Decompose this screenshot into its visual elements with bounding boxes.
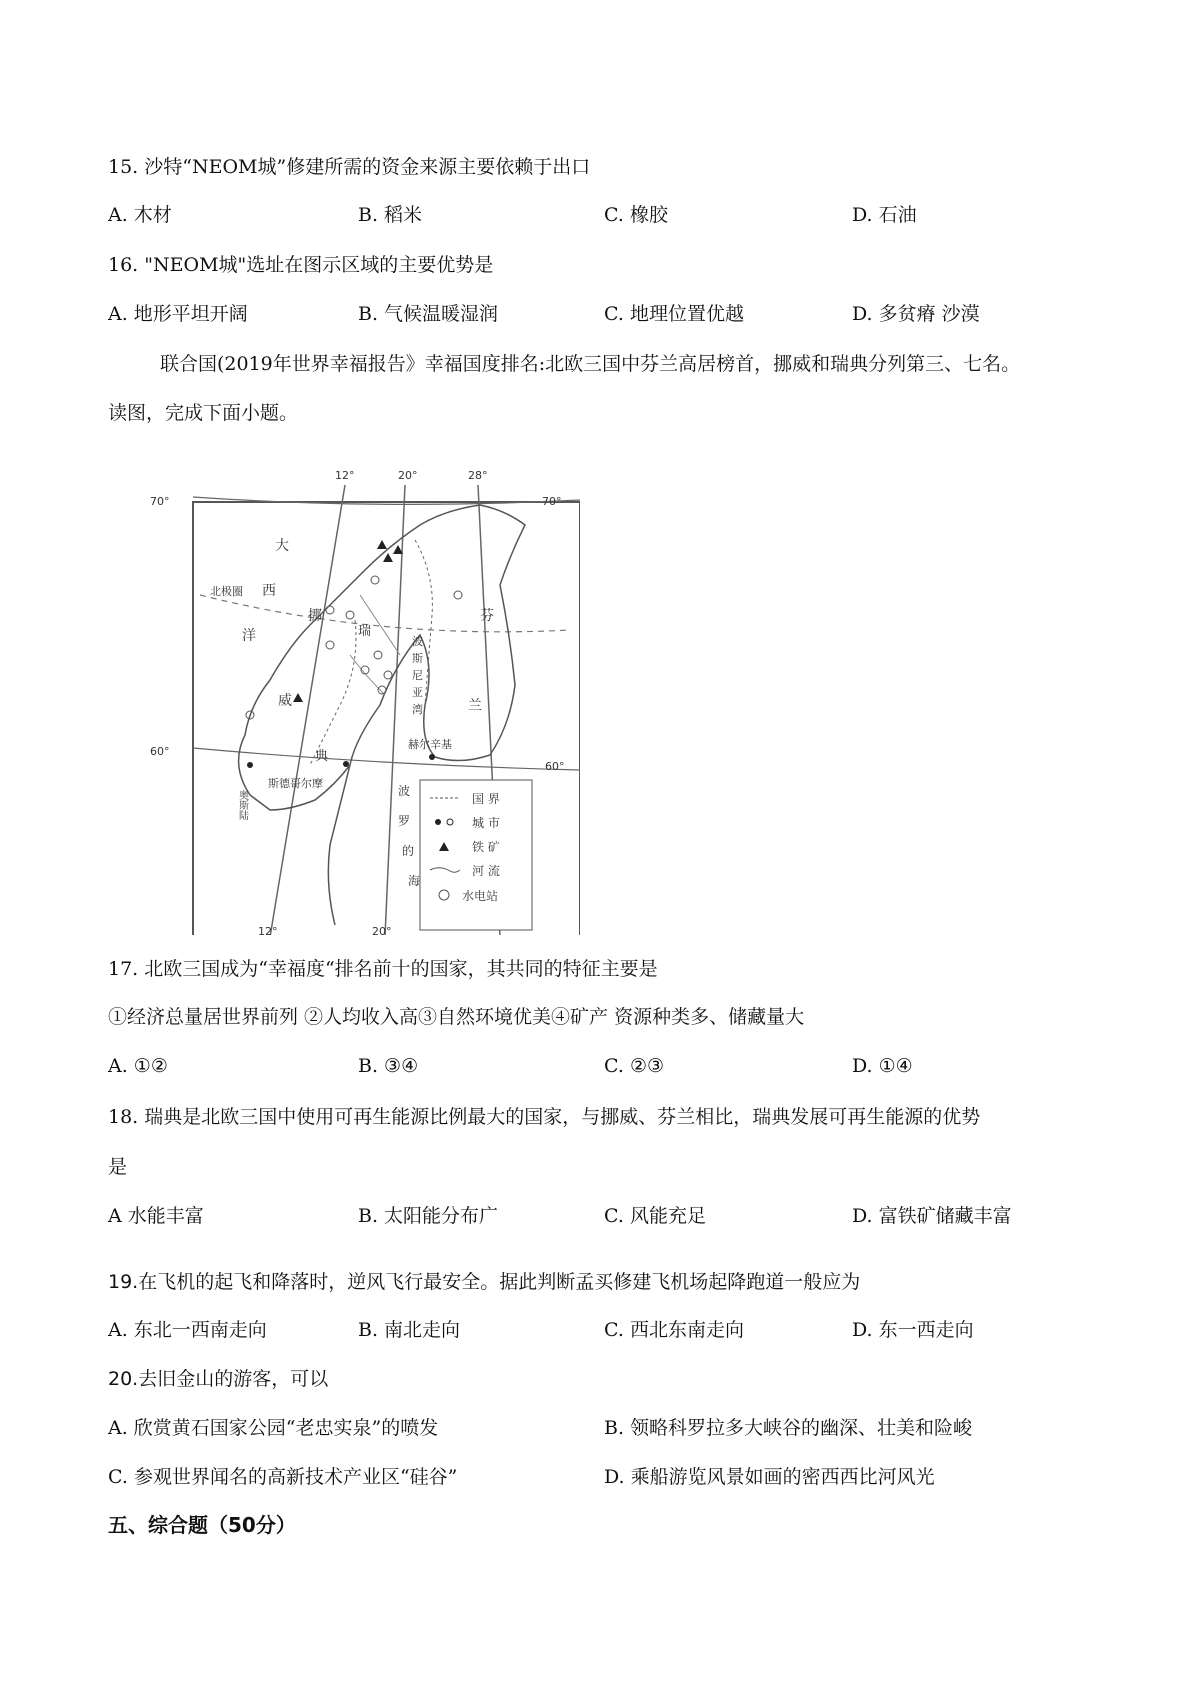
q20-option-c: C. 参观世界闻名的高新技术产业区“硅谷” bbox=[108, 1466, 458, 1488]
hydro-station-icon bbox=[374, 651, 382, 659]
q16-option-c: C. 地理位置优越 bbox=[604, 303, 744, 325]
country-char-2: 威 bbox=[278, 693, 292, 709]
q15-option-d: D. 石油 bbox=[852, 204, 917, 226]
nordic-map bbox=[150, 465, 580, 935]
hydro-station-icon bbox=[371, 576, 379, 584]
ocean-char-3: 洋 bbox=[242, 628, 256, 644]
passage-line-1: 联合国(2019年世界幸福报告》幸福国度排名:北欧三国中芬兰高居榜首，挪威和瑞典分列第三、七名。 bbox=[160, 353, 1021, 375]
lon-label-20-bottom: 20° bbox=[372, 925, 392, 935]
iron-ore-icon bbox=[293, 693, 303, 702]
lon-label-12-top: 12° bbox=[335, 469, 355, 482]
gulf-char-4: 亚 bbox=[412, 686, 423, 699]
city-marker-stockholm bbox=[343, 761, 349, 767]
q18-option-d: D. 富铁矿储藏丰富 bbox=[852, 1205, 1012, 1227]
river-2 bbox=[350, 655, 385, 695]
sea-char-3: 的 bbox=[402, 844, 415, 858]
gulf-char-1: 波 bbox=[412, 635, 423, 648]
q19-option-d: D. 东一西走向 bbox=[852, 1319, 974, 1341]
city-label-stockholm: 斯德哥尔摩 bbox=[268, 777, 323, 790]
q17-statements: ①经济总量居世界前列 ②人均收入高③自然环境优美④矿产 资源种类多、储藏量大 bbox=[108, 1006, 805, 1028]
ocean-char-1: 大 bbox=[275, 538, 289, 554]
q15-option-c: C. 橡胶 bbox=[604, 204, 668, 226]
q18-option-c: C. 风能充足 bbox=[604, 1205, 706, 1227]
legend-city-symbol bbox=[435, 819, 441, 825]
q18-option-b: B. 太阳能分布广 bbox=[358, 1205, 499, 1227]
country-char-5: 芬 bbox=[480, 608, 494, 624]
q17-option-a: A. ①② bbox=[108, 1055, 168, 1077]
arctic-circle-label: 北极圈 bbox=[210, 585, 243, 598]
section-heading: 五、综合题（50分） bbox=[108, 1513, 296, 1537]
q16-stem: 16. "NEOM城"选址在图示区域的主要优势是 bbox=[108, 254, 494, 276]
city-label-oslo: 奥斯陆 bbox=[236, 790, 248, 820]
q16-option-d: D. 多贫瘠 沙漠 bbox=[852, 303, 980, 325]
q19-option-a: A. 东北一西南走向 bbox=[108, 1319, 267, 1341]
q19-option-c: C. 西北东南走向 bbox=[604, 1319, 744, 1341]
country-char-1: 挪 bbox=[308, 608, 322, 624]
legend-border: 国 界 bbox=[472, 792, 500, 806]
q15-option-b: B. 稻米 bbox=[358, 204, 423, 226]
hydro-station-icon bbox=[454, 591, 462, 599]
q18-stem-line-2: 是 bbox=[108, 1156, 128, 1178]
q19-option-b: B. 南北走向 bbox=[358, 1319, 461, 1341]
lat-label-70-right: 70° bbox=[542, 495, 562, 508]
sea-char-4: 海 bbox=[408, 874, 421, 888]
q17-option-d: D. ①④ bbox=[852, 1055, 913, 1077]
iron-ore-icon bbox=[383, 553, 393, 562]
lat-label-60-left: 60° bbox=[150, 745, 170, 758]
country-char-4: 典 bbox=[315, 749, 329, 764]
parallel-70 bbox=[193, 497, 580, 504]
lat-label-60-right: 60° bbox=[545, 760, 565, 773]
sea-char-1: 波 bbox=[398, 784, 411, 798]
hydro-station-icon bbox=[384, 671, 392, 679]
gulf-char-5: 湾 bbox=[412, 703, 423, 716]
legend-city: 城 市 bbox=[472, 816, 500, 830]
q20-option-d: D. 乘船游览风景如画的密西西比河风光 bbox=[604, 1466, 935, 1488]
lon-label-12-bottom: 12° bbox=[258, 925, 278, 935]
city-marker-helsinki bbox=[429, 754, 435, 760]
sea-char-2: 罗 bbox=[398, 814, 411, 828]
lon-label-20-top: 20° bbox=[398, 469, 418, 482]
sweden-south-coast bbox=[328, 765, 350, 925]
q17-option-c: C. ②③ bbox=[604, 1055, 665, 1077]
q15-stem: 15. 沙特“NEOM城”修建所需的资金来源主要依赖于出口 bbox=[108, 156, 591, 178]
q18-option-a: A 水能丰富 bbox=[108, 1205, 204, 1227]
q19-stem: 19.在飞机的起飞和降落时，逆风飞行最安全。据此判断孟买修建飞机场起降跑道一般应为 bbox=[108, 1271, 861, 1293]
city-label-helsinki: 赫尔辛基 bbox=[408, 738, 452, 751]
iron-ore-icon bbox=[377, 540, 387, 549]
lon-label-28-top: 28° bbox=[468, 469, 488, 482]
q16-option-a: A. 地形平坦开阔 bbox=[108, 303, 248, 325]
lat-label-70-left: 70° bbox=[150, 495, 170, 508]
ocean-char-2: 西 bbox=[262, 583, 276, 599]
legend-river: 河 流 bbox=[472, 864, 500, 878]
hydro-station-icon bbox=[326, 641, 334, 649]
q20-option-b: B. 领略科罗拉多大峡谷的幽深、壮美和险峻 bbox=[604, 1417, 973, 1439]
city-marker-oslo bbox=[247, 762, 253, 768]
q16-option-b: B. 气候温暖湿润 bbox=[358, 303, 499, 325]
q15-option-a: A. 木材 bbox=[108, 204, 172, 226]
arctic-circle bbox=[200, 595, 570, 632]
country-char-6: 兰 bbox=[468, 698, 482, 714]
legend-iron-ore: 铁 矿 bbox=[472, 840, 500, 854]
q20-option-a: A. 欣赏黄石国家公园“老忠实泉”的喷发 bbox=[108, 1417, 439, 1439]
country-char-3: 瑞 bbox=[358, 624, 372, 639]
q20-stem: 20.去旧金山的游客，可以 bbox=[108, 1368, 329, 1390]
q17-option-b: B. ③④ bbox=[358, 1055, 419, 1077]
q17-stem: 17. 北欧三国成为“幸福度“排名前十的国家，其共同的特征主要是 bbox=[108, 958, 658, 980]
hydro-station-icon bbox=[346, 611, 354, 619]
gulf-char-2: 斯 bbox=[412, 652, 423, 665]
legend-hydro-station: 水电站 bbox=[462, 889, 499, 903]
gulf-char-3: 尼 bbox=[412, 669, 423, 682]
hydro-station-icon bbox=[378, 686, 386, 694]
q18-stem-line-1: 18. 瑞典是北欧三国中使用可再生能源比例最大的国家，与挪威、芬兰相比，瑞典发展可再生能源的优势 bbox=[108, 1106, 981, 1128]
passage-line-2: 读图，完成下面小题。 bbox=[108, 402, 299, 424]
hydro-station-icon bbox=[326, 606, 334, 614]
